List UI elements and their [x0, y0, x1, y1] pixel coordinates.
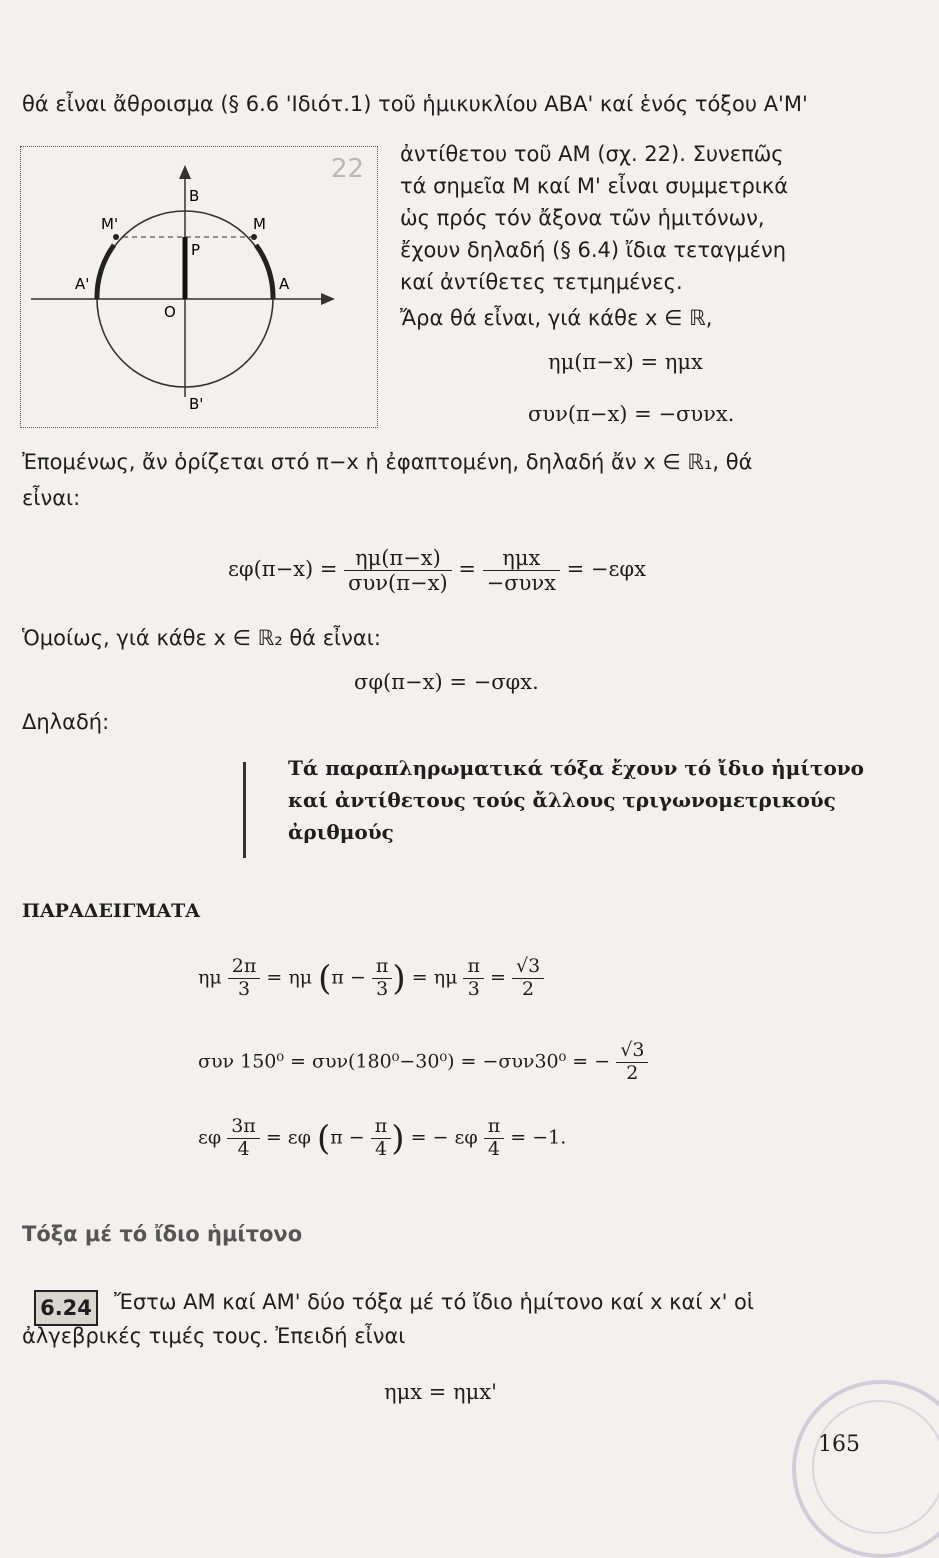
- example-3: [198, 1116, 566, 1161]
- equation-sin: ημ(π−x) = ημx: [548, 350, 703, 374]
- label-a: A: [279, 275, 290, 293]
- frac: [463, 956, 484, 1001]
- frac-den: −συνx: [486, 571, 556, 596]
- text-right-1: ἀντίθετου τοῦ ΑΜ (σχ. 22). Συνεπῶς: [400, 142, 784, 166]
- library-stamp-inner: [812, 1400, 939, 1534]
- frac: [371, 1116, 392, 1161]
- ex1-f: =: [490, 966, 506, 989]
- frac: [484, 1116, 505, 1161]
- frac-den: 4: [487, 1137, 500, 1160]
- eq-tan-rhs: = −εφx: [566, 557, 646, 582]
- frac-den: 2: [626, 1061, 639, 1084]
- frac-den: συν(π−x): [348, 571, 448, 596]
- section-text-2: ἀλγεβρικές τιμές τους. Ἐπειδή εἶναι: [22, 1324, 406, 1348]
- label-m2: M': [101, 215, 119, 233]
- frac-den: 3: [376, 977, 389, 1000]
- frac: [372, 956, 393, 1001]
- label-a2: A': [75, 275, 90, 293]
- example-1: [198, 956, 544, 1001]
- unit-circle-diagram: [21, 147, 377, 427]
- ex3-e: = − εφ: [410, 1126, 478, 1149]
- section-text-1: Ἔστω ΑΜ καί ΑΜ' δύο τόξα μέ τό ἴδιο ἡμίτονο καί x καί x' οἱ: [114, 1290, 755, 1314]
- frac-tan-1: [344, 546, 452, 595]
- rule-line-2: καί ἀντίθετους τούς ἄλλους τριγωνομετρικούς: [288, 788, 836, 812]
- ex1-c: π −: [331, 966, 366, 989]
- ex3-a: εφ: [198, 1126, 222, 1149]
- frac-den: 4: [374, 1137, 388, 1160]
- ex2-a: συν 150⁰ = συν(180⁰−30⁰) = −συν30⁰ = −: [198, 1050, 611, 1073]
- figure-number: 22: [331, 154, 365, 184]
- frac-num: π: [372, 956, 393, 979]
- text-right-5: καί ἀντίθετες τετμημένες.: [400, 270, 683, 294]
- rule-line-1: Τά παραπληρωματικά τόξα ἔχουν τό ἴδιο ἡμίτονο: [288, 756, 865, 780]
- paren-close: ): [391, 1118, 405, 1159]
- label-o: O: [164, 303, 176, 321]
- x-axis-arrow: [321, 293, 335, 305]
- label-b: B: [189, 187, 200, 205]
- frac-num: π: [371, 1116, 392, 1139]
- page-number: 165: [818, 1432, 860, 1457]
- equation-cos: συν(π−x) = −συνx.: [528, 402, 735, 426]
- paren-close: ): [392, 958, 406, 999]
- label-m: M: [253, 215, 266, 233]
- arc-am: [256, 245, 273, 299]
- section-number: 6.24: [34, 1290, 98, 1326]
- arc-a2m2: [97, 245, 114, 299]
- ex3-c: π −: [330, 1126, 365, 1149]
- section-heading: Τόξα μέ τό ἴδιο ἡμίτονο: [22, 1222, 303, 1246]
- frac: [616, 1040, 648, 1085]
- label-p: P: [191, 241, 201, 259]
- frac-num: √3: [616, 1040, 648, 1063]
- example-2: [198, 1040, 648, 1085]
- frac-num: ημ(π−x): [344, 546, 452, 571]
- ex1-b: = ημ: [266, 966, 313, 989]
- frac-den: 3: [238, 977, 251, 1000]
- frac: [227, 1116, 260, 1161]
- ex1-e: = ημ: [411, 966, 458, 989]
- paragraph-line-2: εἶναι:: [22, 486, 81, 510]
- frac-num: √3: [512, 956, 544, 979]
- text-line-1: θά εἶναι ἄθροισμα (§ 6.6 'Ιδιότ.1) τοῦ ἡμικυκλίου ΑΒΑ' καί ἑνός τόξου Α'Μ': [22, 92, 808, 116]
- frac-den: 4: [237, 1137, 250, 1160]
- text-right-2: τά σημεῖα Μ καί Μ' εἶναι συμμετρικά: [400, 174, 789, 198]
- eq-tan-lhs: εφ(π−x) =: [228, 557, 338, 582]
- ex3-f: = −1.: [510, 1126, 567, 1149]
- ex1-a: ημ: [198, 966, 222, 989]
- examples-heading: ΠΑΡΑΔΕΙΓΜΑΤΑ: [22, 900, 200, 922]
- equation-last: ημx = ημx': [384, 1380, 497, 1404]
- figure-22: [20, 146, 378, 428]
- frac-den: 2: [522, 977, 535, 1000]
- frac-num: 3π: [227, 1116, 260, 1139]
- rule-bar: [243, 762, 246, 858]
- frac: [512, 956, 544, 1001]
- equation-cot: σφ(π−x) = −σφx.: [354, 670, 539, 694]
- frac-num: ημx: [483, 546, 560, 571]
- frac-num: π: [463, 956, 484, 979]
- paragraph-line-3: Ὁμοίως, γιά κάθε x ∈ ℝ₂ θά εἶναι:: [22, 626, 381, 650]
- frac-num: 2π: [228, 956, 261, 979]
- frac-num: π: [484, 1116, 505, 1139]
- ex3-b: = εφ: [265, 1126, 311, 1149]
- label-b2: B': [189, 395, 204, 413]
- text-right-6: Ἄρα θά εἶναι, γιά κάθε x ∈ ℝ,: [400, 306, 713, 330]
- text-right-3: ὡς πρός τόν ἄξονα τῶν ἡμιτόνων,: [400, 206, 765, 230]
- frac-tan-2: [483, 546, 560, 595]
- paren-open: (: [316, 1118, 331, 1159]
- equation-tan: [228, 546, 646, 595]
- paragraph-line-4: Δηλαδή:: [22, 710, 110, 734]
- text-right-4: ἔχουν δηλαδή (§ 6.4) ἴδια τεταγμένη: [400, 238, 787, 262]
- eq-tan-eq: =: [458, 557, 476, 582]
- point-m: [251, 234, 257, 240]
- frac: [228, 956, 261, 1001]
- y-axis-arrow: [179, 165, 191, 179]
- frac-den: 3: [467, 977, 480, 1000]
- paren-open: (: [318, 958, 332, 999]
- rule-line-3: ἀριθμούς: [288, 820, 394, 844]
- paragraph-line-1: Ἐπομένως, ἄν ὁρίζεται στό π−x ἡ ἐφαπτομένη, δηλαδή ἄν x ∈ ℝ₁, θά: [22, 450, 753, 474]
- point-m2: [113, 234, 119, 240]
